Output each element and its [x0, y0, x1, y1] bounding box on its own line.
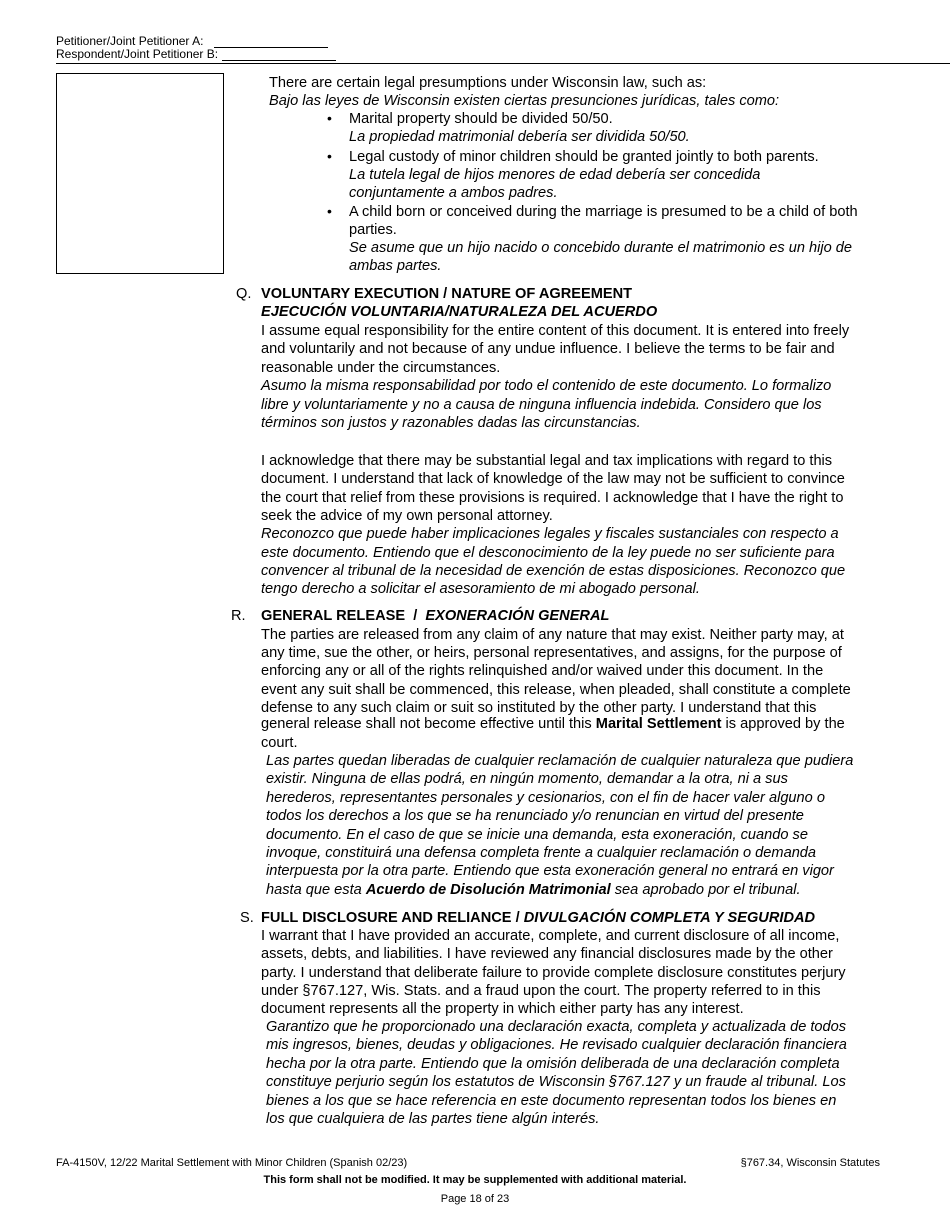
section-r-es: todos los derechos a los que se ha renunciado y/o renuncian en virtud del presente: [266, 808, 804, 824]
section-r-en-last: [261, 715, 845, 733]
bullet-3-en-2: parties.: [349, 222, 397, 238]
section-q-p1-es: libre y voluntariamente y no a causa de ninguna influencia indebida. Considero que los: [261, 397, 822, 413]
respondent-label: Respondent/Joint Petitioner B:: [56, 47, 219, 61]
section-r-title-en: GENERAL RELEASE: [261, 608, 406, 624]
petitioner-row: [56, 34, 328, 48]
petitioner-label: Petitioner/Joint Petitioner A:: [56, 34, 204, 48]
section-r-en-last-post: is approved by the: [721, 716, 845, 732]
section-r-en: The parties are released from any claim of any nature that may exist. Neither party may, at: [261, 627, 844, 643]
section-r-es-last-bold: Acuerdo de Disolución Matrimonial: [365, 882, 611, 898]
respondent-name-line: [222, 49, 336, 61]
section-r-es: invoque, constituirá una defensa completa frente a cualquier reclamación o demanda: [266, 845, 817, 861]
section-r-en-end: court.: [261, 735, 298, 751]
section-q-letter: Q.: [236, 286, 252, 302]
presumptions-intro-es: Bajo las leyes de Wisconsin existen ciertas presunciones jurídicas, tales como:: [269, 93, 780, 109]
section-r-es: existir. Ninguna de ellas podrá, en ningún momento, demandar a la otra, ni a sus: [266, 771, 788, 787]
bullet-icon: •: [327, 148, 332, 164]
section-s-en: under §767.127, Wis. Stats. and a fraud upon the court. The property referred to in this: [261, 983, 821, 999]
section-q-p2-es: tengo derecho a solicitar el asesoramiento de mi abogado personal.: [261, 581, 700, 597]
section-s-es: constituye perjurio según los estatutos de Wisconsin §767.127 y un fraude al tribunal. Los: [266, 1074, 846, 1090]
bullet-1-es: La propiedad matrimonial debería ser dividida 50/50.: [349, 129, 690, 145]
header-divider: [56, 63, 950, 64]
respondent-row: [56, 47, 336, 61]
section-q-p1-en: and voluntarily and not because of any undue influence. I believe the terms to be fair and: [261, 341, 835, 357]
bullet-1-en: Marital property should be divided 50/50.: [349, 111, 613, 127]
section-s-en: assets, debts, and liabilities. I have reviewed any financial disclosures made by the other: [261, 946, 833, 962]
section-r-es-last-pre: hasta que esta: [266, 882, 366, 898]
section-s-title-es: DIVULGACIÓN COMPLETA Y SEGURIDAD: [523, 910, 816, 926]
bullet-2-es-2: conjuntamente a ambos padres.: [349, 185, 558, 201]
section-q-p1-en: I assume equal responsibility for the entire content of this document. It is entered into freely: [261, 323, 850, 339]
bullet-3-en-1: A child born or conceived during the marriage is presumed to be a child of both: [349, 204, 858, 220]
section-s-es: Garantizo que he proporcionado una declaración exacta, completa y actualizada de todos: [266, 1019, 847, 1035]
section-r-es: documento. En el caso de que se inicie una demanda, esta exoneración, cuando se: [266, 827, 808, 843]
section-q-p1-en: reasonable under the circumstances.: [261, 360, 501, 376]
section-s-en: I warrant that I have provided an accurate, complete, and current disclosure of all income,: [261, 928, 840, 944]
section-s-es: mis ingresos, bienes, deudas y obligaciones. He revisado cualquier declaración financiera: [266, 1037, 847, 1053]
section-q-p2-en: the court that relief from these provisions is required. I acknowledge that I have the right to: [261, 490, 844, 506]
section-r-title-es: EXONERACIÓN GENERAL: [425, 608, 610, 624]
presumptions-intro-en: There are certain legal presumptions under Wisconsin law, such as:: [269, 75, 707, 91]
section-r-en: any time, sue the other, or heirs, personal representatives, and assigns, for the purpose of: [261, 645, 842, 661]
section-r-es: Las partes quedan liberadas de cualquier reclamación de cualquier naturaleza que pudiera: [266, 753, 854, 769]
section-s-letter: S.: [240, 910, 254, 926]
section-q-p2-en: seek the advice of my own personal attorney.: [261, 508, 553, 524]
footer-page-number: Page 18 of 23: [440, 1193, 510, 1205]
section-s-es: hecha por la otra parte. Entiendo que la omisión deliberada de una declaración completa: [266, 1056, 840, 1072]
section-q-p2-es: este documento. Entiendo que el desconocimiento de la ley puede no ser suficiente para: [261, 545, 835, 561]
section-q-p1-es: términos son justos y razonables dadas las circunstancias.: [261, 415, 641, 431]
section-q-p2-en: document. I understand that lack of knowledge of the law may not be sufficient to convince: [261, 471, 845, 487]
section-r-en: defense to any such claim or suit so instituted by the other party. I understand that this: [261, 700, 817, 716]
bullet-icon: •: [327, 203, 332, 219]
section-s-en: document represents all the property in which either party has any interest.: [261, 1001, 744, 1017]
section-r-title-sep: /: [413, 608, 418, 624]
section-r-es: interpuesta por la otra parte. Entiendo que esta exoneración general no entrará en vigor: [266, 863, 834, 879]
section-r-title: [261, 607, 609, 625]
bullet-2-en: Legal custody of minor children should be granted jointly to both parents.: [349, 149, 819, 165]
section-q-title-es: EJECUCIÓN VOLUNTARIA/NATURALEZA DEL ACUERDO: [261, 304, 658, 320]
section-r-en: event any suit shall be commenced, this release, when pleaded, shall constitute a complete: [261, 682, 851, 698]
section-r-en: enforcing any or all of the rights relinquished and/or waived under this document. In the: [261, 663, 824, 679]
section-q-p1-es: Asumo la misma responsabilidad por todo el contenido de este documento. Lo formalizo: [261, 378, 832, 394]
bullet-2-es-1: La tutela legal de hijos menores de edad debería ser concedida: [349, 167, 761, 183]
bullet-icon: •: [327, 110, 332, 126]
section-r-es-last-post: sea aprobado por el tribunal.: [610, 882, 801, 898]
footer-form-id: FA-4150V, 12/22 Marital Settlement with Minor Children (Spanish 02/23): [56, 1157, 408, 1169]
section-r-es: herederos, representantes personales y cesionarios, con el fin de hacer valer alguno o: [266, 790, 825, 806]
section-r-es-last: [266, 881, 801, 899]
section-s-es: bienes a los que se hace referencia en este documento representan todos los bienes en: [266, 1093, 837, 1109]
section-q-p2-en: I acknowledge that there may be substantial legal and tax implications with regard to this: [261, 453, 833, 469]
bullet-3-es-1: Se asume que un hijo nacido o concebido durante el matrimonio es un hijo de: [349, 240, 852, 256]
section-r-letter: R.: [231, 608, 246, 624]
section-s-title: [261, 909, 815, 927]
empty-box: [56, 73, 224, 274]
section-r-en-last-pre: general release shall not become effective until this: [261, 716, 596, 732]
section-q-p2-es: Reconozco que puede haber implicaciones legales y fiscales sustanciales con respecto a: [261, 526, 839, 542]
section-s-en: party. I understand that deliberate failure to provide complete disclosure constitutes perjury: [261, 965, 846, 981]
section-s-title-en: FULL DISCLOSURE AND RELIANCE /: [261, 910, 520, 926]
footer-notice: This form shall not be modified. It may be supplemented with additional material.: [263, 1174, 687, 1186]
section-r-en-last-bold: Marital Settlement: [595, 716, 722, 732]
bullet-3-es-2: ambas partes.: [349, 258, 442, 274]
section-s-es: los que cualquiera de las partes tiene algún interés.: [266, 1111, 600, 1127]
section-q-p2-es: convencer al tribunal de la necesidad de exención de estas disposiciones. Reconozco que: [261, 563, 846, 579]
footer-statute: §767.34, Wisconsin Statutes: [740, 1157, 880, 1169]
section-q-title-en: VOLUNTARY EXECUTION / NATURE OF AGREEMENT: [261, 286, 633, 302]
